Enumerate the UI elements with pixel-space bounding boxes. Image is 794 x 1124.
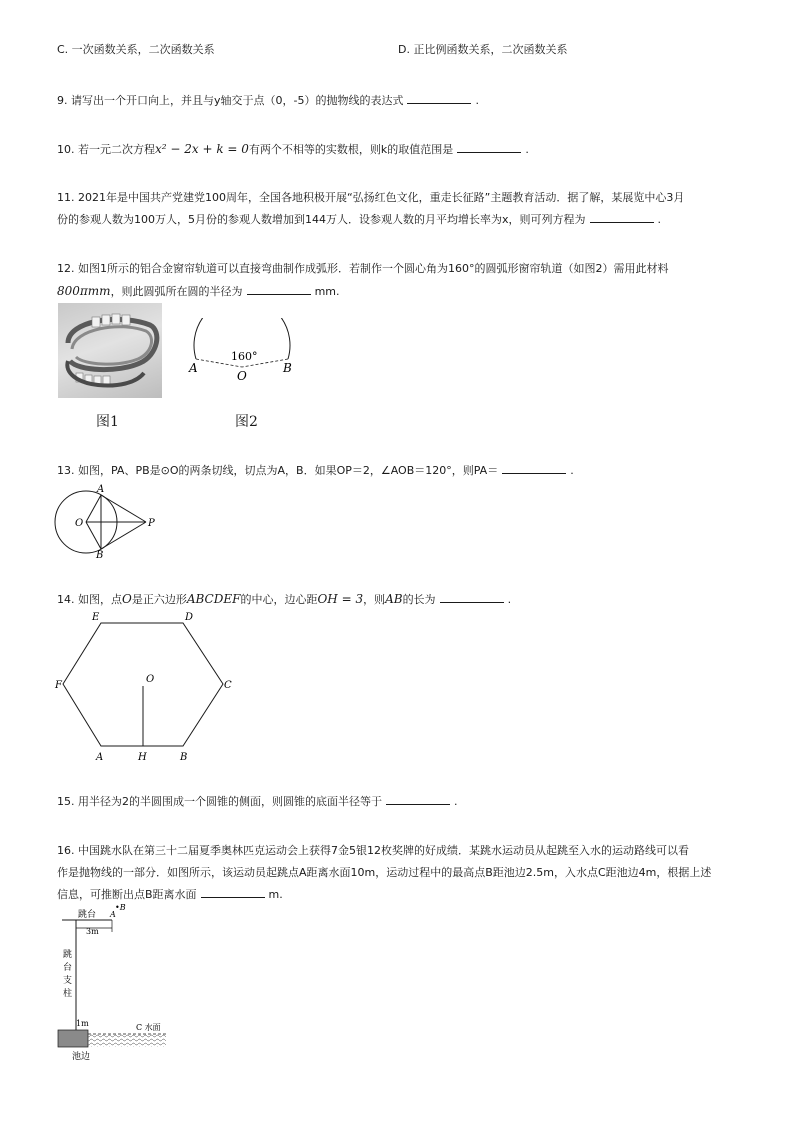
pillar-char-3: 支 (63, 976, 73, 986)
q14-prefix: 14. 如图，点 (57, 593, 122, 606)
question-12-line2 (57, 284, 340, 299)
hex-label-a: A (96, 752, 104, 763)
question-9 (57, 93, 479, 108)
pillar-char-4: 柱 (63, 989, 73, 999)
option-d: D. 正比例函数关系，二次函数关系 (398, 43, 568, 56)
q13-text: 13. 如图，PA、PB是⊙O的两条切线，切点为A，B．如果OP＝2，∠AOB＝120°，则PA＝ (57, 464, 499, 477)
q16-unit: m. (268, 888, 283, 901)
fig2-label-b: B (283, 361, 292, 375)
q14-end: . (507, 593, 512, 606)
q14-mid2: 的中心，边心距 (240, 593, 318, 606)
dive-one-meter: 1m (76, 1019, 89, 1028)
q15-text: 15. 用半径为2的半圆围成一个圆锥的侧面，则圆锥的底面半径等于 (57, 795, 382, 808)
hex-label-h: H (138, 752, 147, 763)
q13-label-b: B (96, 550, 104, 560)
hex-label-f: F (55, 680, 62, 691)
diving-diagram (54, 902, 174, 1065)
q9-answer-blank[interactable] (407, 93, 471, 104)
curtain-rail-image (58, 303, 162, 398)
q14-suffix: 的长为 (402, 593, 436, 606)
dive-distance-label: 3m (86, 927, 99, 936)
dive-pool-label: 池边 (72, 1052, 91, 1062)
q10-equation: x² − 2x + k = 0 (155, 142, 249, 156)
fig2-arc-diagram (184, 318, 304, 385)
fig2-angle-label: 160° (231, 350, 258, 363)
hex-label-e: E (92, 612, 100, 623)
q13-end: . (570, 464, 574, 477)
q12-line2-text: ，则此圆弧所在圆的半径为 (110, 285, 243, 298)
q14-mid1: 是正六边形 (131, 593, 187, 606)
q11-answer-blank[interactable] (590, 212, 654, 223)
dive-point-b: •B (115, 903, 126, 912)
q11-end: . (657, 213, 661, 226)
q15-end: . (454, 795, 458, 808)
q10-prefix: 10. 若一元二次方程 (57, 143, 155, 156)
fig1-caption: 图1 (96, 414, 119, 430)
dive-water-label: C 水面 (136, 1023, 161, 1032)
question-11-line1: 11. 2021年是中国共产党建党100周年，全国各地积极开展“弘扬红色文化，重走长征路”主题教育活动．据了解，某展览中心3月 (57, 191, 685, 204)
question-16-line3 (57, 887, 283, 902)
q9-end: . (475, 94, 479, 107)
q16-line3-text: 信息，可推断出点B距离水面 (57, 888, 197, 901)
q14-hex: ABCDEF (186, 592, 241, 606)
q11-line2-text: 份的参观人数为100万人，5月份的参观人数增加到144万人．设参观人数的月平均增长率为x，则可列方程为 (57, 213, 586, 226)
q13-answer-blank[interactable] (502, 463, 566, 474)
pillar-char-1: 跳 (63, 950, 73, 960)
q15-answer-blank[interactable] (386, 794, 450, 805)
question-11-line2 (57, 212, 661, 227)
pillar-char-2: 台 (63, 963, 73, 973)
question-12-line1: 12. 如图1所示的铝合金窗帘轨道可以直接弯曲制作成弧形．若制作一个圆心角为160°的圆弧形窗帘轨道（如图2）需用此材料 (57, 262, 669, 275)
hex-label-o: O (146, 674, 155, 685)
q12-answer-blank[interactable] (247, 284, 311, 295)
q14-answer-blank[interactable] (440, 592, 504, 603)
fig2-label-a: A (189, 361, 198, 375)
hex-label-b: B (180, 752, 188, 763)
q14-mid3: ，则 (363, 593, 386, 606)
q14-oh: OH = 3 (317, 592, 364, 606)
q13-label-p: P (148, 518, 155, 529)
hex-label-d: D (185, 612, 194, 623)
hexagon-diagram (52, 608, 242, 771)
q12-unit: mm. (314, 285, 340, 298)
q10-end: . (525, 143, 529, 156)
question-13 (57, 463, 574, 478)
q13-label-a: A (97, 484, 105, 495)
dive-platform-label: 跳台 (78, 910, 97, 920)
q14-o: O (122, 592, 132, 606)
option-c: C. 一次函数关系，二次函数关系 (57, 43, 215, 56)
question-15 (57, 794, 458, 809)
fig2-caption: 图2 (235, 414, 258, 430)
dive-point-a: A (110, 910, 116, 919)
question-16-line1: 16. 中国跳水队在第三十二届夏季奥林匹克运动会上获得7金5银12枚奖牌的好成绩．某跳水运动员从起跳至入水的运动路线可以看 (57, 844, 689, 857)
question-10 (57, 142, 529, 157)
question-16-line2: 作是抛物线的一部分．如图所示，该运动员起跳点A距离水面10m，运动过程中的最高点B距池边2.5m，入水点C距池边4m，根据上述 (57, 866, 712, 879)
q9-text: 9. 请写出一个开口向上，并且与y轴交于点（0，-5）的抛物线的表达式 (57, 94, 404, 107)
q10-answer-blank[interactable] (457, 142, 521, 153)
tangent-lines-diagram (46, 480, 166, 563)
fig2-label-o: O (237, 369, 247, 382)
q14-ab: AB (385, 592, 403, 606)
q10-suffix: 有两个不相等的实数根，则k的取值范围是 (248, 143, 454, 156)
hex-label-c: C (224, 680, 232, 691)
curtain-rail-photo (58, 303, 162, 398)
q12-length: 800πmm (57, 284, 111, 298)
question-14 (57, 592, 511, 607)
q13-label-o: O (75, 518, 84, 529)
q16-answer-blank[interactable] (201, 887, 265, 898)
